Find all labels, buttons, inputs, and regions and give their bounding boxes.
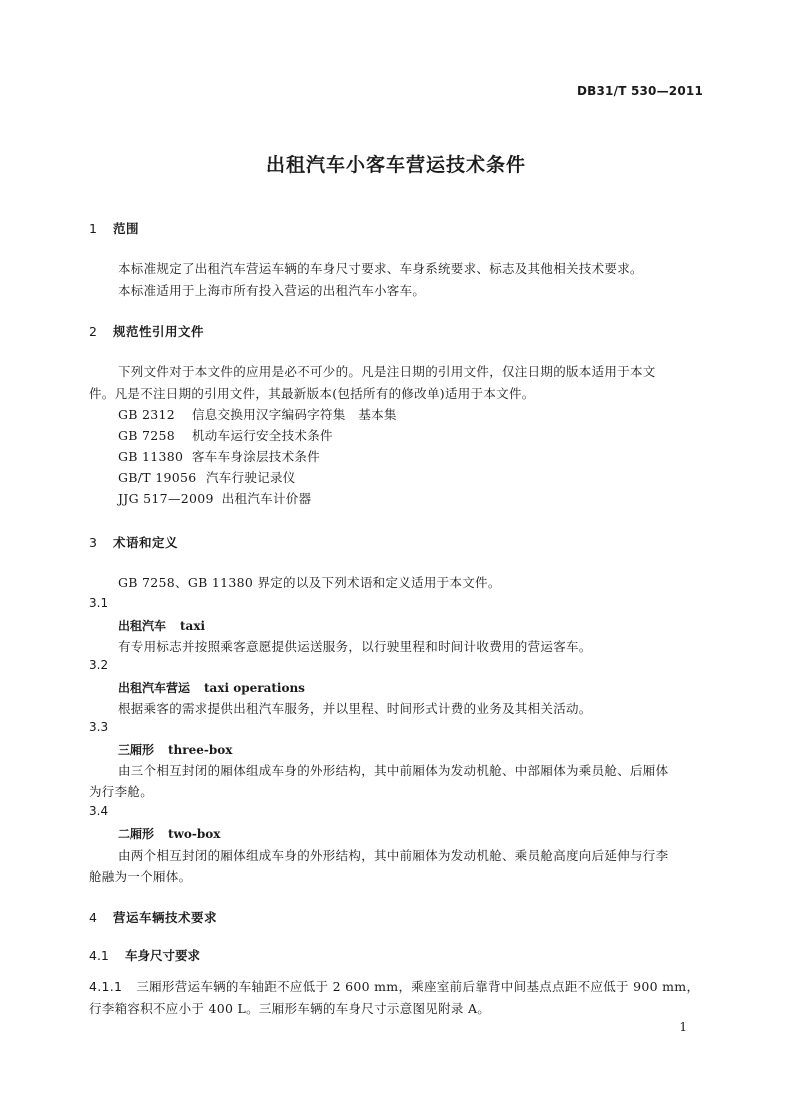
clause-number: 4.1.1 [89, 979, 123, 994]
section-4-title: 营运车辆技术要求 [113, 910, 218, 925]
reference-title: 信息交换用汉字编码字符集 基本集 [192, 407, 397, 422]
section-1-paragraph-2: 本标准适用于上海市所有投入营运的出租汽车小客车。 [118, 283, 426, 298]
section-3-intro: GB 7258、GB 11380 界定的以及下列术语和定义适用于本文件。 [118, 575, 501, 590]
reference-code: JJG 517—2009 [118, 491, 214, 506]
section-1-paragraph-1: 本标准规定了出租汽车营运车辆的车身尺寸要求、车身系统要求、标志及其他相关技术要求。 [118, 261, 643, 276]
term-zh: 二厢形 [118, 827, 155, 841]
section-1-number: 1 [89, 221, 98, 236]
term-name [118, 741, 232, 758]
clause-text: 三厢形营运车辆的车轴距不应低于 2 600 mm，乘座室前后靠背中间基点点距不应低于 900 mm， [136, 979, 700, 994]
term-zh: 三厢形 [118, 743, 155, 757]
term-name [118, 617, 205, 634]
section-2-title: 规范性引用文件 [113, 324, 205, 339]
reference-item [118, 488, 311, 509]
section-1-heading [89, 219, 139, 237]
reference-item [118, 446, 320, 467]
term-en: two-box [168, 827, 221, 841]
section-2-intro-line-2: 件。凡是不注日期的引用文件，其最新版本(包括所有的修改单)适用于本文件。 [89, 386, 535, 401]
term-zh: 出租汽车营运 [118, 681, 191, 695]
section-4-number: 4 [89, 910, 98, 925]
reference-code: GB/T 19056 [118, 470, 197, 485]
term-name [118, 825, 220, 842]
term-zh: 出租汽车 [118, 619, 167, 633]
term-definition: 由三个相互封闭的厢体组成车身的外形结构，其中前厢体为发动机舱、中部厢体为乘员舱、后厢体 [118, 763, 669, 778]
term-number: 3.3 [89, 720, 109, 734]
term-number: 3.2 [89, 658, 109, 672]
term-en: taxi [180, 619, 206, 633]
section-2-heading [89, 322, 204, 340]
reference-code: GB 7258 [118, 428, 176, 443]
term-definition: 由两个相互封闭的厢体组成车身的外形结构，其中前厢体为发动机舱、乘员舱高度向后延伸与行李 [118, 848, 669, 863]
clause-4-1-1-line-1 [89, 976, 699, 997]
reference-title: 机动车运行安全技术条件 [192, 428, 333, 443]
term-definition-continued: 舱融为一个厢体。 [89, 869, 192, 884]
section-2-number: 2 [89, 324, 98, 339]
section-2-intro-line-1: 下列文件对于本文件的应用是必不可少的。凡是注日期的引用文件，仅注日期的版本适用于本文 [118, 364, 656, 379]
section-1-title: 范围 [113, 221, 140, 236]
section-3-title: 术语和定义 [113, 535, 179, 550]
term-name [118, 679, 305, 696]
term-definition: 有专用标志并按照乘客意愿提供运送服务，以行驶里程和时间计收费用的营运客车。 [118, 639, 592, 654]
section-4-heading [89, 908, 217, 926]
term-en: three-box [168, 743, 233, 757]
section-3-heading [89, 533, 178, 551]
term-definition-continued: 为行李舱。 [89, 784, 154, 799]
reference-title: 出租汽车计价器 [221, 491, 312, 506]
reference-code: GB 11380 [118, 449, 184, 464]
term-number: 3.4 [89, 804, 109, 818]
reference-item [118, 425, 333, 446]
section-3-number: 3 [89, 535, 98, 550]
term-en: taxi operations [204, 681, 305, 695]
document-title: 出租汽车小客车营运技术条件 [265, 154, 526, 176]
subsection-4-1-heading [89, 946, 200, 964]
term-number: 3.1 [89, 596, 109, 610]
subsection-number: 4.1 [89, 948, 109, 963]
page-number: 1 [679, 1020, 687, 1034]
reference-item [118, 467, 296, 488]
reference-item [118, 404, 397, 425]
subsection-title: 车身尺寸要求 [125, 948, 201, 963]
standard-code: DB31/T 530—2011 [577, 84, 703, 98]
term-definition: 根据乘客的需求提供出租汽车服务，并以里程、时间形式计费的业务及其相关活动。 [118, 701, 592, 716]
reference-code: GB 2312 [118, 407, 176, 422]
reference-title: 汽车行驶记录仪 [206, 470, 296, 485]
reference-title: 客车车身涂层技术条件 [192, 449, 321, 464]
clause-4-1-1-line-2: 行李箱容积不应小于 400 L。三厢形车辆的车身尺寸示意图见附录 A。 [89, 1001, 491, 1016]
